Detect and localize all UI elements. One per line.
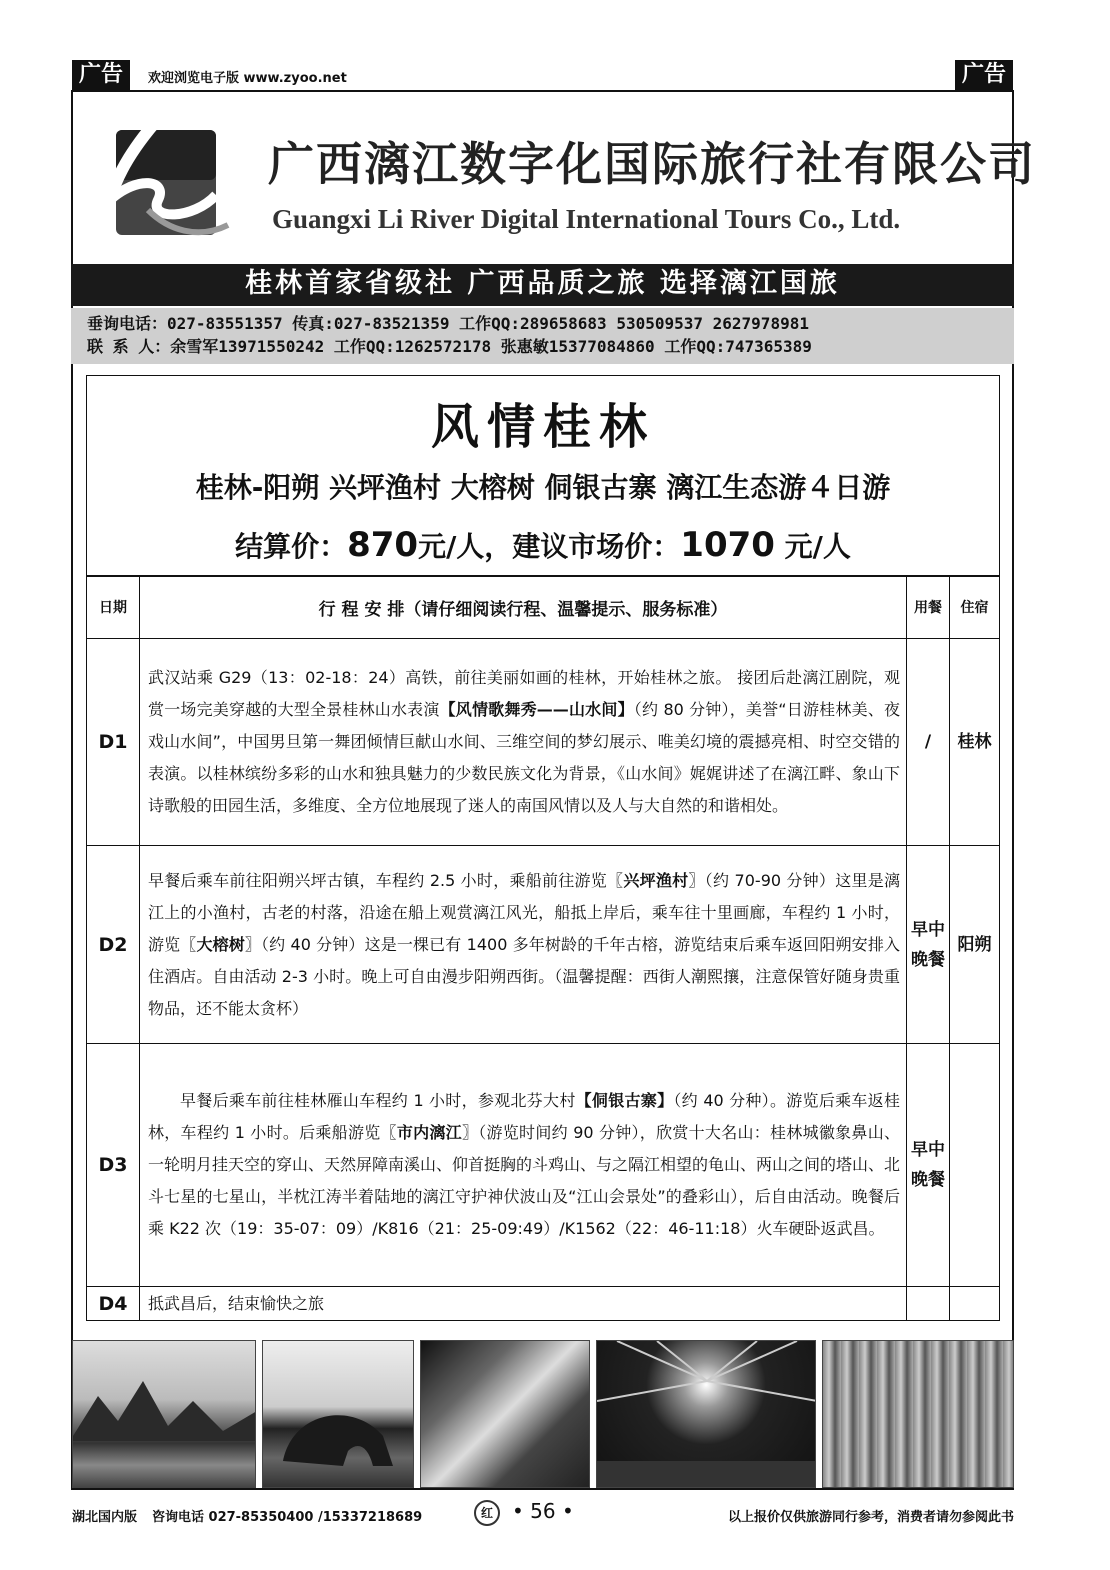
desc-text: 〗（游览时间约 90 分钟），欣赏十大名山：桂林城徽象鼻山、一轮明月挂天空的穿山、天然屏障南溪山、仰首挺胸的斗鸡山、与之隔江相望的龟山、两山之间的塔山、北斗七星的七星山，半枕江涛半着陆地的漓江守护神伏波山及“江山会景处”的叠彩山），后自由活动。晚餐后乘 K22 次（19：35-07：09）/K816（21：25-09:49）/K1562（22：46-11:18）火车硬卧返武昌。 [148, 1123, 901, 1238]
day-cell: D3 [87, 1044, 140, 1287]
photo-waterfall-bathers [420, 1340, 590, 1488]
footer-note: 以上报价仅供旅游同行参考，消费者请勿参阅此书 [727, 1510, 1014, 1525]
day-description [140, 1287, 907, 1321]
product-subtitle: 桂林-阳朔 兴坪渔村 大榕树 侗银古寨 漓江生态游４日游 [195, 471, 891, 504]
table-row [87, 846, 1000, 1044]
price-unit-2: 元/人 [774, 530, 851, 563]
contact-line-1: 垂询电话：027-83551357 传真:027-83521359 工作QQ:289658683 530509537 2627978981 [87, 314, 809, 333]
slogan-bar: 桂林首家省级社 广西品质之旅 选择漓江国旅 [71, 264, 1014, 306]
footer-logo-icon: 红 [474, 1500, 500, 1526]
table-row [87, 1287, 1000, 1321]
header-meal: 用餐 [907, 576, 950, 639]
price-line [86, 525, 1000, 565]
day-cell: D2 [87, 846, 140, 1044]
table-row [87, 639, 1000, 846]
day-cell: D1 [87, 639, 140, 846]
desc-text: 〗（约 40 分钟）这是一棵已有 1400 多年树龄的千年古榕，游览结束后乘车返回阳朔安排入住酒店。自由活动 2-3 小时。晚上可自由漫步阳朔西街。（温馨提醒：西街人潮熙攘，注意保管好随身贵重物品，还不能太贪杯） [148, 934, 900, 1018]
ad-tag-right: 广告 [955, 60, 1013, 90]
desc-highlight: 大榕树 [196, 934, 245, 954]
contact-line-2: 联 系 人：余雪军13971550242 工作QQ:1262572178 张惠敏15377084860 工作QQ:747365389 [87, 337, 812, 356]
table-row [87, 1044, 1000, 1287]
table-header-row [87, 576, 1000, 639]
stay-cell [950, 1044, 1000, 1287]
price-unit-1: 元/人，建议市场价： [418, 530, 681, 563]
desc-text: 早餐后乘车前往阳朔兴坪古镇，车程约 2.5 小时，乘船前往游览〖 [148, 870, 624, 890]
desc-highlight: 【风情歌舞秀——山水间】 [439, 700, 634, 719]
ad-tag-left: 广告 [72, 60, 130, 90]
header-schedule: 行 程 安 排（请仔细阅读行程、温馨提示、服务标准） [140, 576, 907, 639]
page-number-value: 56 [530, 1499, 556, 1523]
desc-highlight: 【侗银古寨】 [575, 1091, 674, 1110]
company-logo [98, 100, 238, 250]
welcome-text[interactable]: 欢迎浏览电子版 www.zyoo.net [148, 71, 347, 86]
footer-edition: 湖北国内版 [72, 1510, 138, 1525]
day-description [140, 639, 907, 846]
photo-elephant-trunk-hill [262, 1340, 414, 1488]
settlement-price: 870 [347, 525, 419, 565]
meal-cell: 早中晚餐 [907, 1044, 950, 1287]
market-price: 1070 [680, 525, 775, 565]
itinerary-table [86, 575, 1000, 1321]
page-number: • 56 • [512, 1499, 574, 1523]
meal-cell: / [907, 639, 950, 846]
day-description [140, 846, 907, 1044]
meal-cell: 早中晚餐 [907, 846, 950, 1044]
header-date: 日期 [87, 576, 140, 639]
stay-cell: 桂林 [950, 639, 1000, 846]
contact-block [71, 308, 1014, 364]
footer-phone: 咨询电话 027-85350400 /15337218689 [152, 1510, 423, 1525]
desc-text: 武汉站乘 G29（13：02-18：24）高铁，前往美丽如画的桂林，开始桂林之旅。 接团后赴漓江剧院，观赏一场完美穿越的大型全景桂林山水表演 [148, 668, 900, 719]
company-name-en: Guangxi Li River Digital International Tours Co., Ltd. [272, 204, 901, 234]
product-title: 风情桂林 [430, 399, 655, 455]
day-cell: D4 [87, 1287, 140, 1321]
photo-landscape-karst-river [72, 1340, 256, 1488]
stay-cell [950, 1287, 1000, 1321]
desc-text: 〗（约 70-90 分钟）这里是漓江上的小渔村，古老的村落，沿途在船上观赏漓江风光，船抵上岸后，乘车往十里画廊，车程约 1 小时，游览〖 [148, 870, 900, 954]
desc-text: （约 40 分种）。游览后乘车返桂林，车程约 1 小时。后乘船游览〖 [148, 1091, 900, 1142]
photo-cave-stalactites [822, 1340, 1014, 1488]
header-stay: 住宿 [950, 576, 1000, 639]
desc-highlight: 市内漓江 [396, 1123, 462, 1142]
meal-cell [907, 1287, 950, 1321]
desc-text: 抵武昌后，结束愉快之旅 [148, 1293, 325, 1313]
desc-text: 早餐后乘车前往桂林雁山车程约 1 小时，参观北芬大村 [180, 1091, 576, 1110]
company-name-cn: 广西漓江数字化国际旅行社有限公司 [268, 137, 1036, 191]
price-label: 结算价： [235, 530, 348, 563]
stay-cell: 阳朔 [950, 846, 1000, 1044]
photo-light-show-stage [596, 1340, 816, 1488]
day-description [140, 1044, 907, 1287]
desc-text: （约 80 分钟），美誉“日游桂林美、夜戏山水间”，中国男旦第一舞团倾情巨献山水间、三维空间的梦幻展示、唯美幻境的震撼亮相、时空交错的表演。以桂林缤纷多彩的山水和独具魅力的少数民族文化为背景，《山水间》娓娓讲述了在漓江畔、象山下诗歌般的田园生活，多维度、全方位地展现了迷人的南国风情以及人与大自然的和谐相处。 [148, 700, 900, 815]
desc-highlight: 兴坪渔村 [623, 870, 689, 890]
